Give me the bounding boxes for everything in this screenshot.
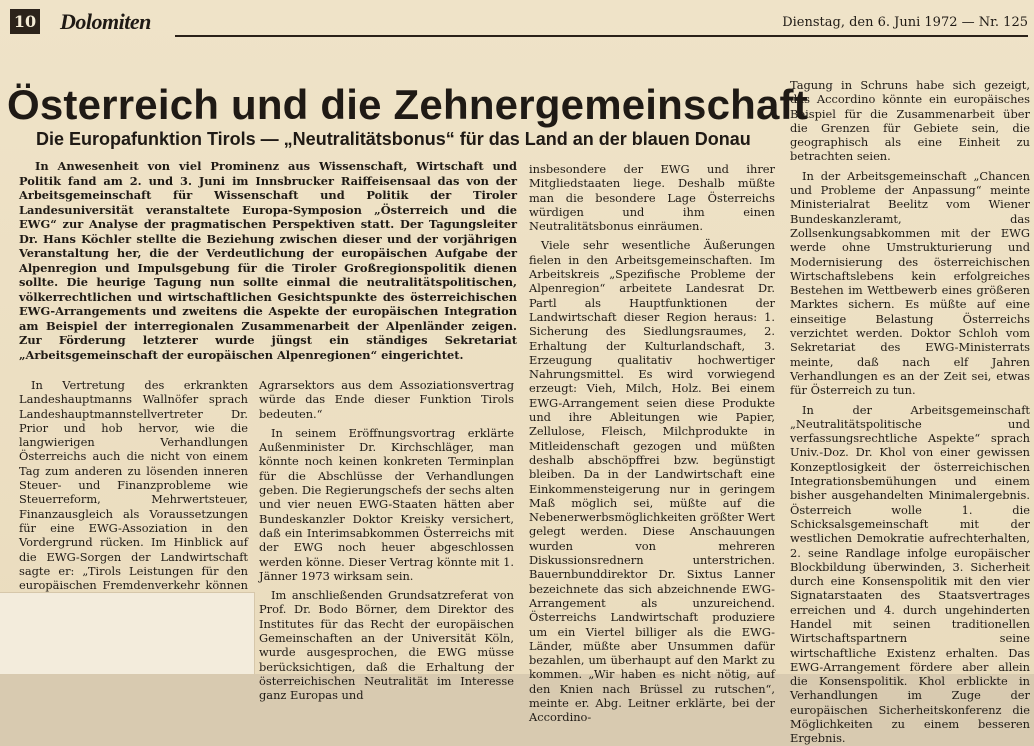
- column-4-paragraph-1: Tagung in Schruns habe sich gezeigt, das Accordino könnte ein europäisches Beispiel für die Zusammenarbeit über die Grenzen für Gebiete sein, die geographisch als eine Einheit zu betrachten seien.: [790, 78, 1030, 164]
- masthead-rule: [175, 35, 1028, 37]
- column-4-paragraph-3: In der Arbeitsgemeinschaft „Neutralitätspolitische und verfassungsrechtliche Aspekte“ sprach Univ.-Doz. Dr. Khol von einer gewissen Konzeptlosigkeit der österreichischen Integrationsbemühungen und einem bisher ausgehandelten Minimalergebnis. Österreich wolle 1. die Schicksalsgemeinschaft mit der westlichen Demokratie aufrechterhalten, 2. seine Randlage infolge europäischer Blockbildung überwinden, 3. Sicherheit durch eine Konsenspolitik mit den vier Signatarstaaten des Staatsvertrages erreichen und 4. durch ungehinderten Handel mit seinen traditionellen Wirtschaftspartnern seine wirtschaftliche Existenz erhalten. Das EWG-Arrangement fördere aber allein die Konsenspolitik. Khol erblickte in Verhandlungen im Zuge der europäischen Sicherheitskonferenz die Möglichkeiten zu einem besseren Ergebnis.: [790, 402, 1030, 746]
- article-column-1: [19, 378, 248, 593]
- column-3-paragraph-2: Viele sehr wesentliche Äußerungen fielen in den Arbeitsgemeinschaften. Im Arbeitskreis „Spezifische Probleme der Alpenregion“ arbeitete Landesrat Dr. Partl als Hauptfunktionen der Landwirtschaft dieser Region heraus: 1. Sicherung des Siedlungsraumes, 2. Erhaltung der Kulturlandschaft, 3. Erzeugung qualitativ hochwertiger Nahrungsmittel. Es wird vorwiegend erzeugt: Vieh, Milch, Holz. Bei einem EWG-Arrangement seien diese Produkte und ihre Ableitungen wie Papier, Zellulose, Fleisch, Milchprodukte in Mitleidenschaft gezogen und müßten deshalb abschöpffrei bzw. begünstigt bleiben. Da in der Landwirtschaft eine Einkommensteigerung nur in geringem Maß möglich sei, müßte auf die Nebenerwerbsmöglichkeiten größter Wert gelegt werden. Diese Anschauungen wurden von mehreren Diskussionsrednern unterstrichen. Bauernbunddirektor Dr. Sixtus Lanner bezeichnete das sich abzeichnende EWG-Arrangement als unzureichend. Österreichs Landwirtschaft produziere um ein Viertel billiger als die EWG-Länder, müßte aber Unsummen dafür bezahlen, um überhaupt auf den Markt zu kommen. „Wir haben es nicht nötig, auf den Knien nach Brüssel zu rutschen“, meinte er. Abg. Leitner erklärte, bei der Accordino-: [529, 238, 775, 725]
- article-headline: Österreich und die Zehnergemeinschaft: [7, 81, 808, 128]
- column-2-paragraph-2: In seinem Eröffnungsvortrag erklärte Außenminister Dr. Kirchschläger, man könnte noch keinen konkreten Terminplan für die Abschlüsse der Verhandlungen geben. Die Regierungschefs der sechs alten und vier neuen EWG-Staaten hätten aber Bundeskanzler Doktor Kreisky versichert, daß ein Interimsabkommen Österreichs mit der EWG noch heuer abgeschlossen werden könne. Dieser Vertrag könnte mit 1. Jänner 1973 wirksam sein.: [259, 425, 514, 583]
- column-2-paragraph-3: Im anschließenden Grundsatzreferat von Prof. Dr. Bodo Börner, dem Direktor des Institutes für das Recht der europäischen Gemeinschaften an der Universität Köln, wurde ausgesprochen, die EWG müsse berücksichtigen, daß die Erhaltung der österreichischen Neutralität im Interesse ganz Europas und: [259, 588, 514, 703]
- newspaper-name: Dolomiten: [60, 9, 151, 34]
- page-number-badge: 10: [10, 9, 40, 34]
- article-column-4: [790, 78, 1030, 746]
- torn-paper-edge: [0, 592, 255, 674]
- masthead: [10, 7, 1028, 39]
- column-1-paragraph-1: In Vertretung des erkrankten Landeshauptmanns Wallnöfer sprach Landeshauptmannstellvertreter Dr. Prior und hob hervor, wie die langwierigen Verhandlungen Österreichs auch die nicht von einem Tag zum anderen zu lösenden inneren Steuer- und Finanzprobleme wie Steuerreform, Mehrwertsteuer, Finanzausgleich als Voraussetzungen für eine EWG-Assoziation in den Vordergrund rücken. Im Hinblick auf die EWG-Sorgen der Landwirtschaft sagte er: „Tirols Leistungen für den europäischen Fremdenverkehr können: [19, 378, 248, 593]
- article-column-3: [529, 162, 775, 725]
- article-column-2: [259, 378, 514, 703]
- column-4-paragraph-2: In der Arbeitsgemeinschaft „Chancen und Probleme der Anpassung“ meinte Ministerialrat Beelitz vom Wiener Bundeskanzleramt, das Zollsenkungsabkommen mit der EWG werde ohne Umstrukturierung und Modernisierung des österreichischen Wirtschaftslebens kein erfolgreiches Bestehen im Wettbewerb eines größeren Marktes sichern. Es müßte auf eine einseitige Belastung Österreichs verzichtet werden. Doktor Schloh vom Sekretariat des EWG-Ministerrats meinte, daß nach elf Jahren Verhandlungen es an der Zeit sei, etwas für Österreich zu tun.: [790, 168, 1030, 398]
- column-2-paragraph-1: Agrarsektors aus dem Assoziationsvertrag würde das Ende dieser Funktion Tirols bedeuten.“: [259, 378, 514, 421]
- article-subheadline: Die Europafunktion Tirols — „Neutralitätsbonus“ für das Land an der blauen Donau: [36, 129, 751, 149]
- date-and-issue: Dienstag, den 6. Juni 1972 — Nr. 125: [782, 15, 1028, 30]
- column-3-paragraph-1: insbesondere der EWG und ihrer Mitgliedstaaten liege. Deshalb müßte man die besondere Lage Österreichs würdigen und ihm einen Neutralitätsbonus einräumen.: [529, 162, 775, 234]
- article-lead: In Anwesenheit von viel Prominenz aus Wissenschaft, Wirtschaft und Politik fand am 2. und 3. Juni im Innsbrucker Raiffeisensaal das von der Arbeitsgemeinschaft für Wissenschaft und Politik der Tiroler Landesuniversität veranstaltete Europa-Symposion „Österreich und die EWG“ zur Analyse der pragmatischen Perspektiven statt. Der Tagungsleiter Dr. Hans Köchler stellte die Beziehung zwischen dieser und der vorjährigen Veranstaltung her, die der Verdeutlichung der europäischen Aufgabe der Alpenregion und Impulsgebung für die Tiroler Großregionspolitik dienen sollte. Die heurige Tagung nun sollte einmal die neutralitätspolitischen, völkerrechtlichen und wirtschaftlichen Gesichtspunkte des österreichischen EWG-Arrangements und zweitens die Aspekte der europäischen Integration am Beispiel der interregionalen Zusammenarbeit der Alpenländer zeigen. Zur Förderung letzterer wurde jüngst ein ständiges Sekretariat „Arbeitsgemeinschaft der europäischen Alpenregionen“ eingerichtet.: [19, 159, 517, 362]
